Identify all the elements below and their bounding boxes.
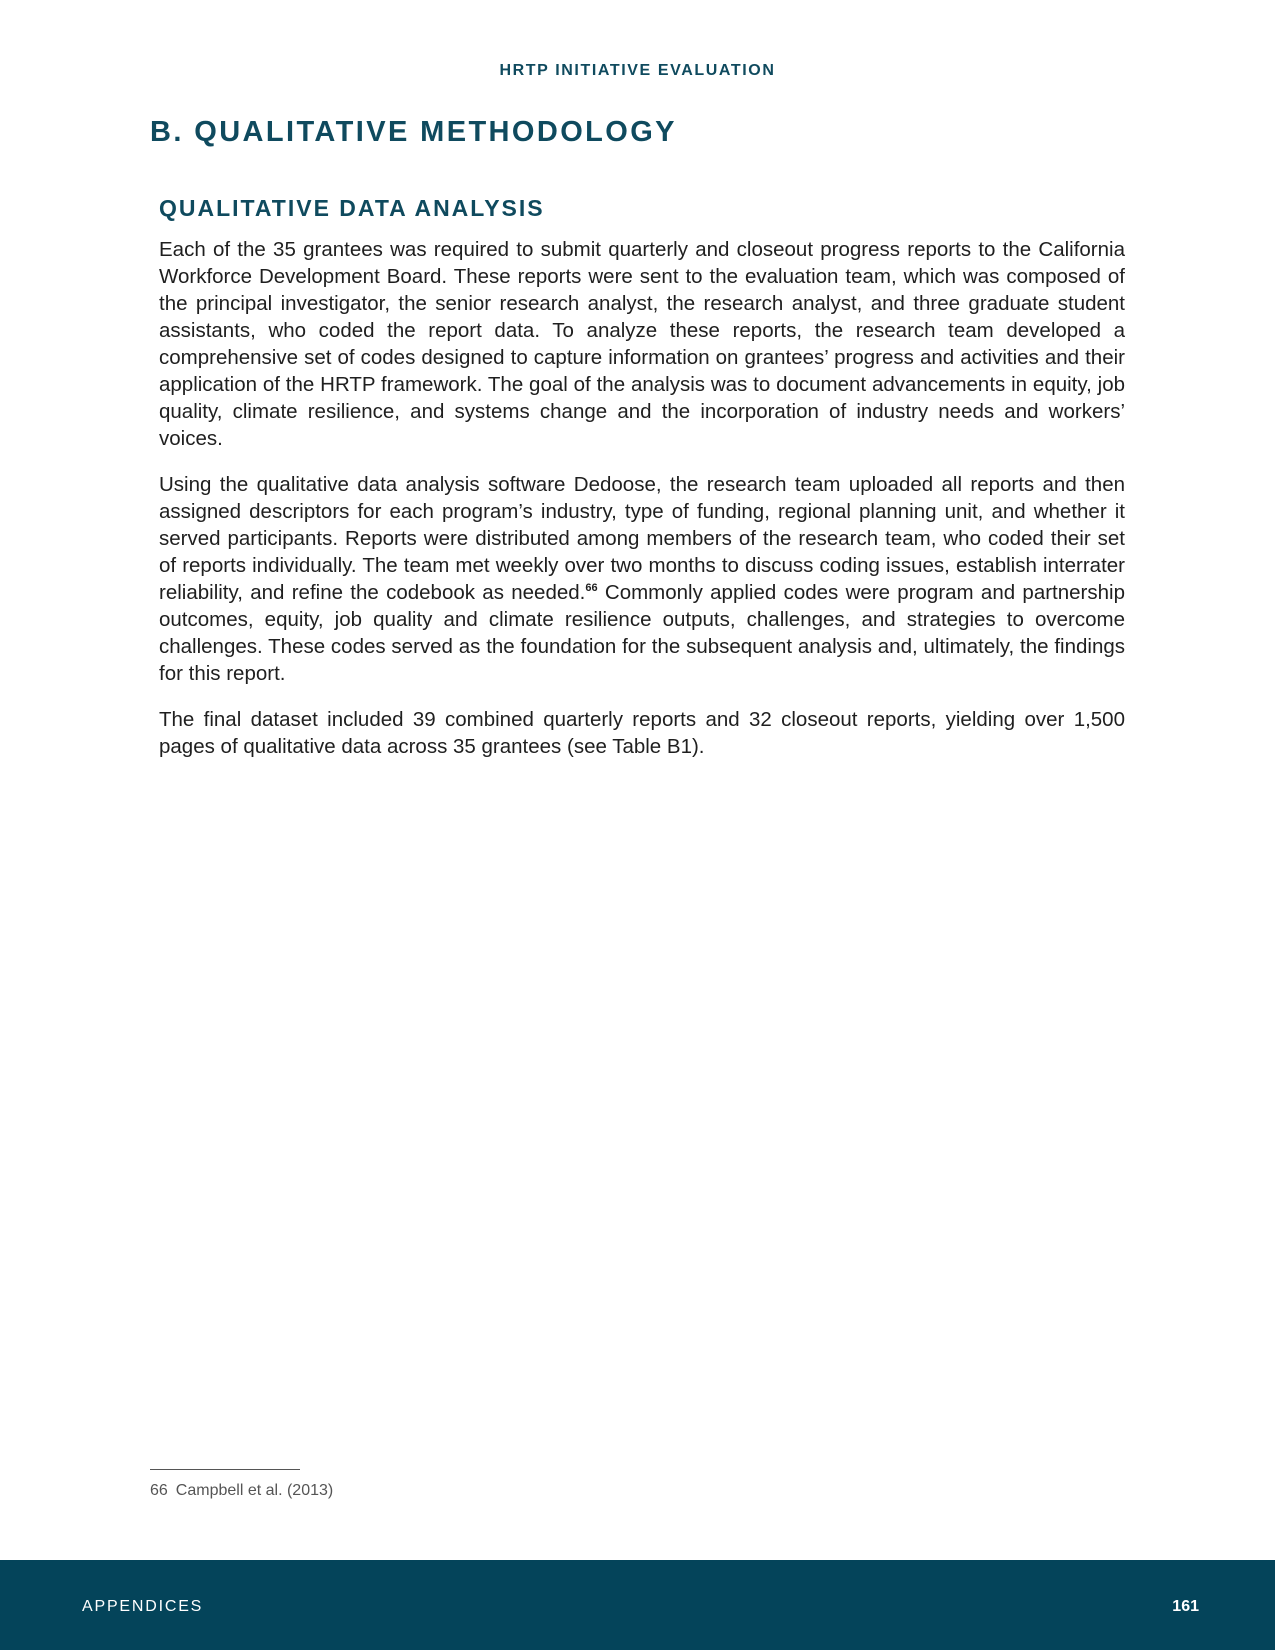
page-number: 161 (1172, 1598, 1199, 1615)
footnote (150, 1482, 333, 1500)
body-text (159, 236, 1125, 779)
subsection-title: QUALITATIVE DATA ANALYSIS (159, 195, 545, 221)
footnote-number: 66 (150, 1482, 168, 1499)
paragraph-1: Each of the 35 grantees was required to submit quarterly and closeout progress reports to the California Workforce Development Board. These reports were sent to the evaluation team, which was composed of the principal investigator, the senior research analyst, the research analyst, and three graduate student assistants, who coded the report data. To analyze these reports, the research team developed a comprehensive set of codes designed to capture information on grantees’ progress and activities and their application of the HRTP framework. The goal of the analysis was to document advancements in equity, job quality, climate resilience, and systems change and the incorporation of industry needs and workers’ voices. (159, 238, 1125, 450)
paragraph-2-text-after-footnote: Commonly applied codes were program and partnership outcomes, equity, job quality and climate resilience outputs, challenges, and strategies to overcome challenges. These codes served as the foundation for the subsequent analysis and, ultimately, the findings for this report. (159, 581, 1125, 685)
running-header: HRTP INITIATIVE EVALUATION (499, 62, 776, 79)
paragraph-3: The final dataset included 39 combined quarterly reports and 32 closeout reports, yielding over 1,500 pages of qualitative data across 35 grantees (see Table B1). (159, 708, 1125, 758)
paragraph-2 (159, 471, 1125, 687)
page-footer (0, 1560, 1275, 1650)
footnote-divider (150, 1469, 300, 1470)
section-title: B. QUALITATIVE METHODOLOGY (150, 116, 677, 148)
footnote-text: Campbell et al. (2013) (175, 1482, 334, 1499)
paragraph-2-text-before-footnote: Using the qualitative data analysis software Dedoose, the research team uploaded all reports and then assigned descriptors for each program’s industry, type of funding, regional planning unit, and whether it served participants. Reports were distributed among members of the research team, who coded their set of reports individually. The team met weekly over two months to discuss coding issues, establish interrater reliability, and refine the codebook as needed. (159, 473, 1125, 604)
footnote-reference[interactable]: 66 (585, 582, 598, 594)
footer-section-label: APPENDICES (82, 1598, 204, 1615)
